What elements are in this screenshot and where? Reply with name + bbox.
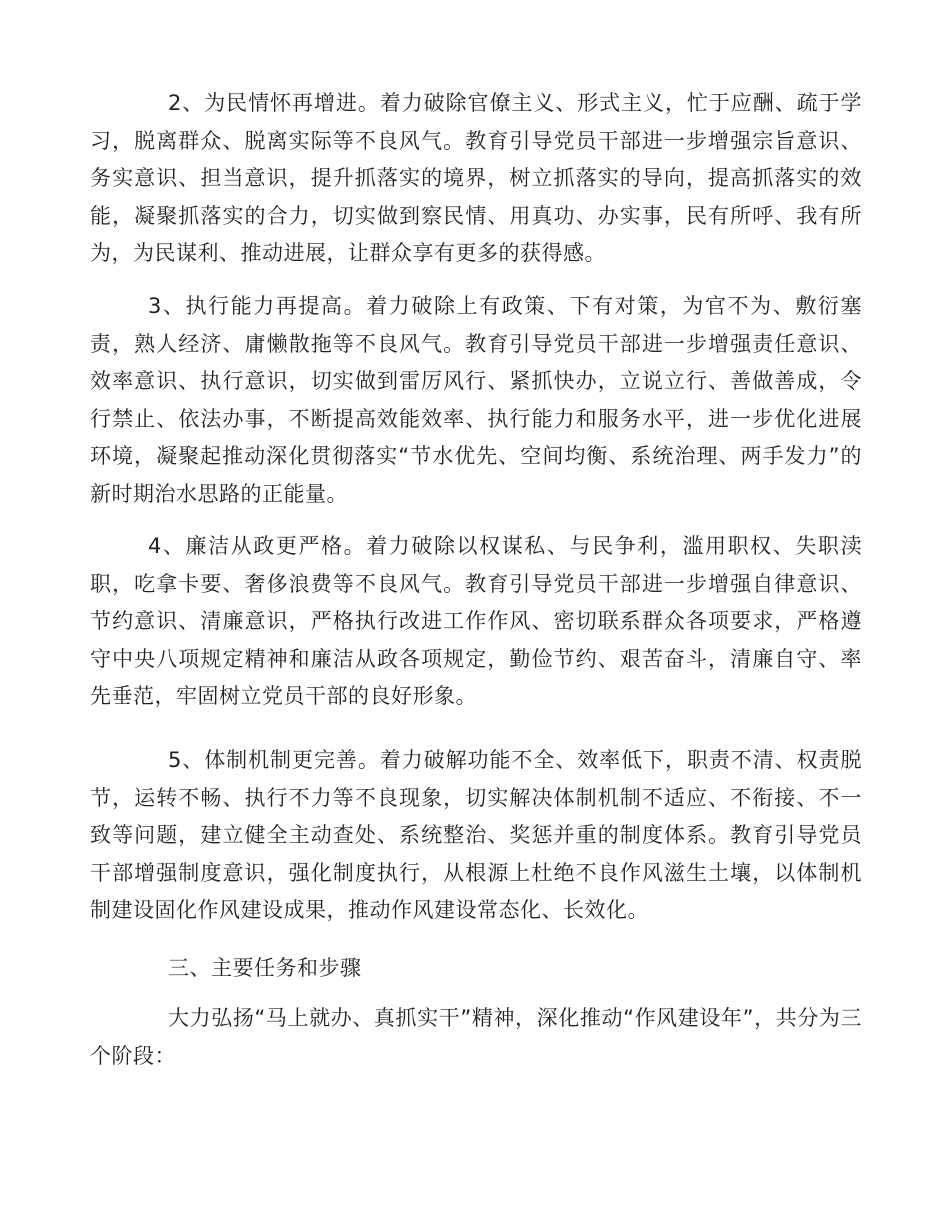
paragraph-item-5: 5、体制机制更完善。着力破解功能不全、效率低下，职责不清、权责脱节，运转不畅、执行不力等不良现象，切实解决体制机制不适应、不衔接、不一致等问题，建立健全主动查处、系统整治、奖惩并重的制度体系。教育引导党员干部增强制度意识，强化制度执行，从根源上杜绝不良作风滋生土壤，以体制机制建设固化作风建设成果，推动作风建设常态化、长效化。 [90,748,862,922]
closing-paragraph: 大力弘扬“马上就办、真抓实干”精神，深化推动“作风建设年”，共分为三个阶段： [90,1006,862,1068]
paragraph-item-2: 2、为民情怀再增进。着力破除官僚主义、形式主义，忙于应酬、疏于学习，脱离群众、脱离实际等不良风气。教育引导党员干部进一步增强宗旨意识、务实意识、担当意识，提升抓落实的境界，树立抓落实的导向，提高抓落实的效能，凝聚抓落实的合力，切实做到察民情、用真功、办实事，民有所呼、我有所为，为民谋利、推动进展，让群众享有更多的获得感。 [90,91,862,265]
paragraph-item-3: 3、执行能力再提高。着力破除上有政策、下有对策，为官不为、敷衍塞责，熟人经济、庸懒散拖等不良风气。教育引导党员干部进一步增强责任意识、效率意识、执行意识，切实做到雷厉风行、紧抓快办，立说立行、善做善成，令行禁止、依法办事，不断提高效能效率、执行能力和服务水平，进一步优化进展环境，凝聚起推动深化贯彻落实“节水优先、空间均衡、系统治理、两手发力”的新时期治水思路的正能量。 [90,294,862,506]
section-heading: 三、主要任务和步骤 [168,956,362,980]
paragraph-item-4: 4、廉洁从政更严格。着力破除以权谋私、与民争利，滥用职权、失职渎职，吃拿卡要、奢侈浪费等不良风气。教育引导党员干部进一步增强自律意识、节约意识、清廉意识，严格执行改进工作作风、密切联系群众各项要求，严格遵守中央八项规定精神和廉洁从政各项规定，勤俭节约、艰苦奋斗，清廉自守、率先垂范，牢固树立党员干部的良好形象。 [90,534,862,708]
